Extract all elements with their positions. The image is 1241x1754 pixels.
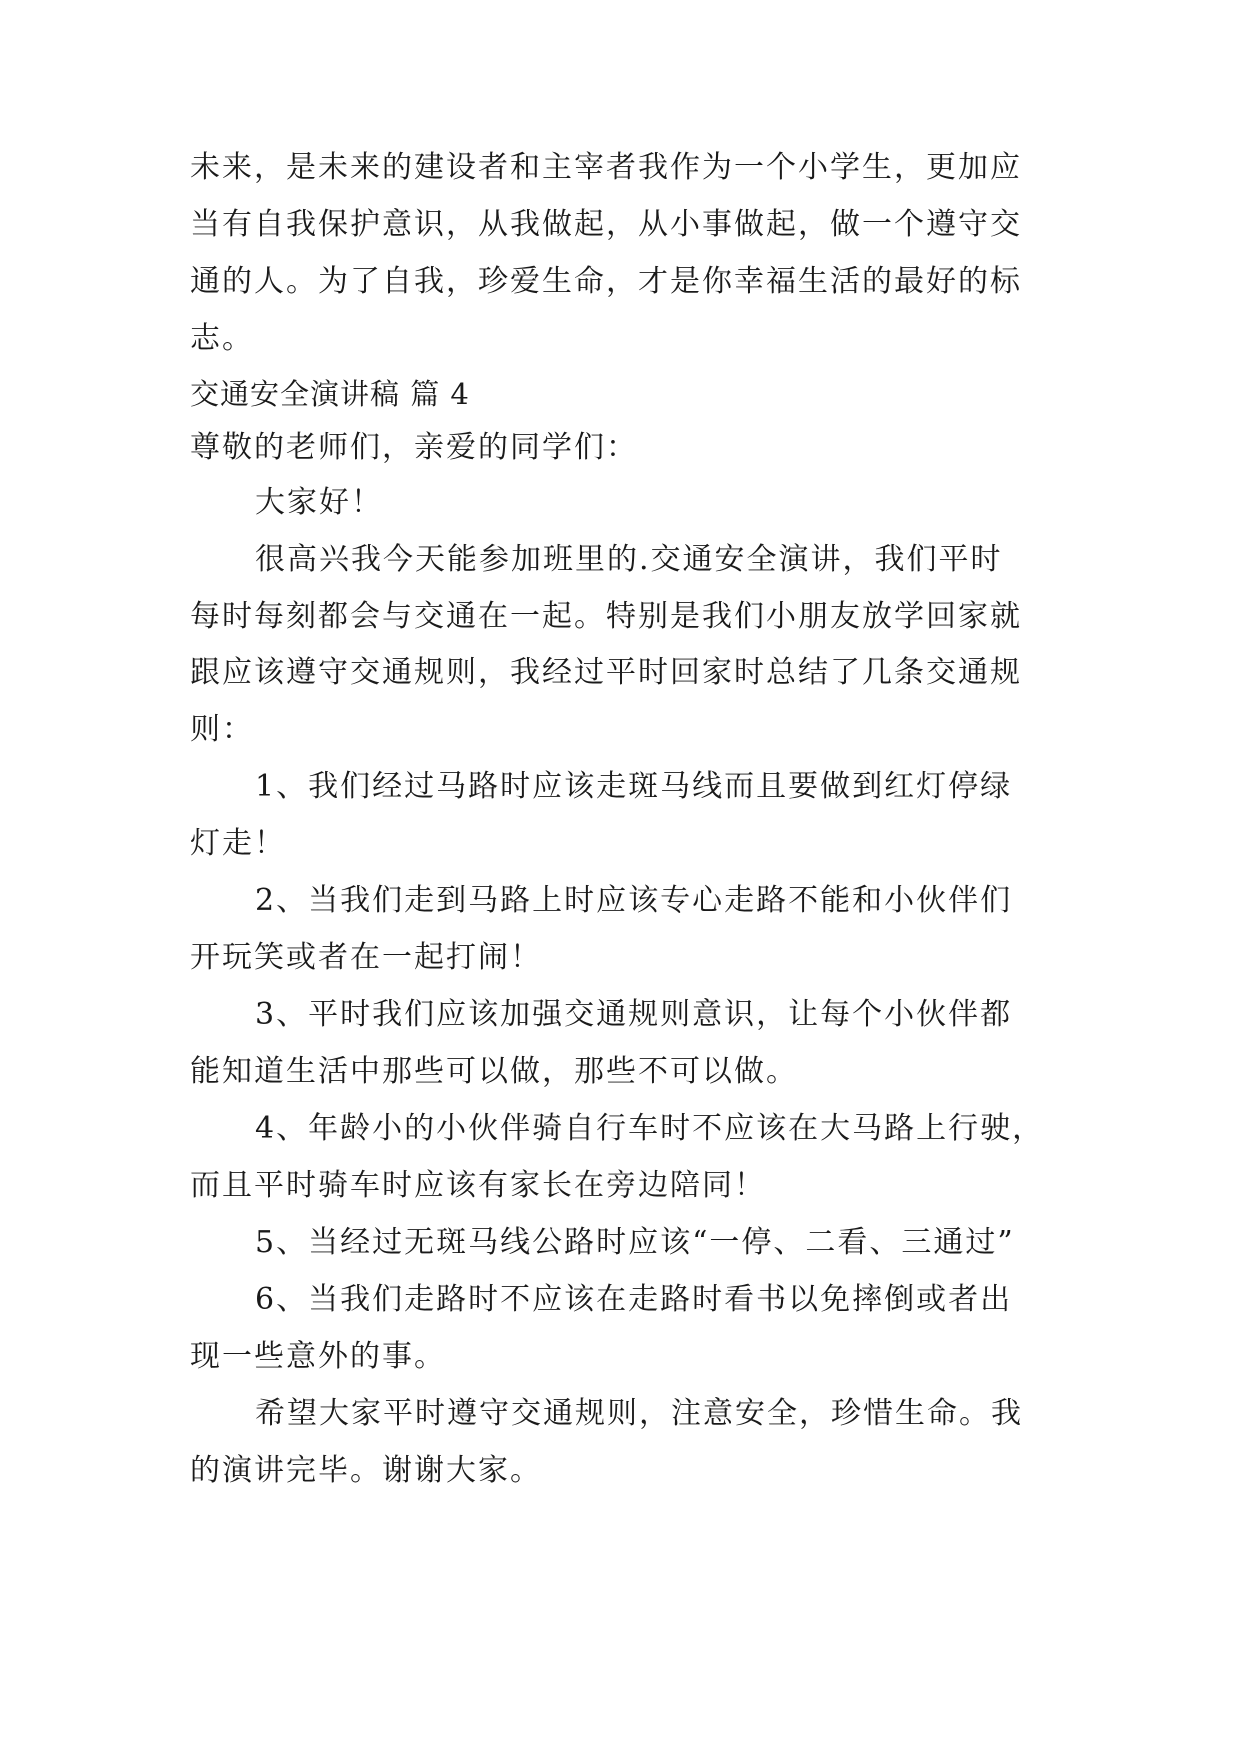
rule-6-line: 现一些意外的事。 [190,1339,446,1374]
rule-4-line: 而且平时骑车时应该有家长在旁边陪同！ [190,1168,766,1203]
intro-line: 每时每刻都会与交通在一起。特别是我们小朋友放学回家就 [190,599,1022,634]
rule-3-line: 3、平时我们应该加强交通规则意识，让每个小伙伴都 [255,997,1013,1032]
greeting: 大家好！ [255,485,383,520]
intro-line: 跟应该遵守交通规则，我经过平时回家时总结了几条交通规 [190,655,1022,690]
text-line: 当有自我保护意识，从我做起，从小事做起，做一个遵守交 [190,207,1022,242]
rule-3-line: 能知道生活中那些可以做，那些不可以做。 [190,1054,798,1089]
closing-line: 的演讲完毕。谢谢大家。 [190,1453,542,1488]
text-line: 志。 [190,321,254,356]
text-line: 通的人。为了自我，珍爱生命，才是你幸福生活的最好的标 [190,264,1022,299]
salutation: 尊敬的老师们，亲爱的同学们： [190,430,638,465]
closing-line: 希望大家平时遵守交通规则，注意安全，珍惜生命。我 [255,1396,1023,1431]
section-title: 交通安全演讲稿 篇 4 [190,377,470,411]
rule-4-line: 4、年龄小的小伙伴骑自行车时不应该在大马路上行驶， [255,1111,1045,1146]
intro-line: 则： [190,712,254,747]
text-line: 未来，是未来的建设者和主宰者我作为一个小学生，更加应 [190,150,1022,185]
rule-2-line: 开玩笑或者在一起打闹！ [190,940,542,975]
rule-1-line: 灯走！ [190,826,286,861]
rule-5-line: 5、当经过无斑马线公路时应该“一停、二看、三通过” [255,1225,1015,1260]
rule-1-line: 1、我们经过马路时应该走斑马线而且要做到红灯停绿 [255,769,1013,804]
rule-6-line: 6、当我们走路时不应该在走路时看书以免摔倒或者出 [255,1282,1013,1317]
intro-line: 很高兴我今天能参加班里的.交通安全演讲，我们平时 [255,542,1003,577]
rule-2-line: 2、当我们走到马路上时应该专心走路不能和小伙伴们 [255,883,1013,918]
